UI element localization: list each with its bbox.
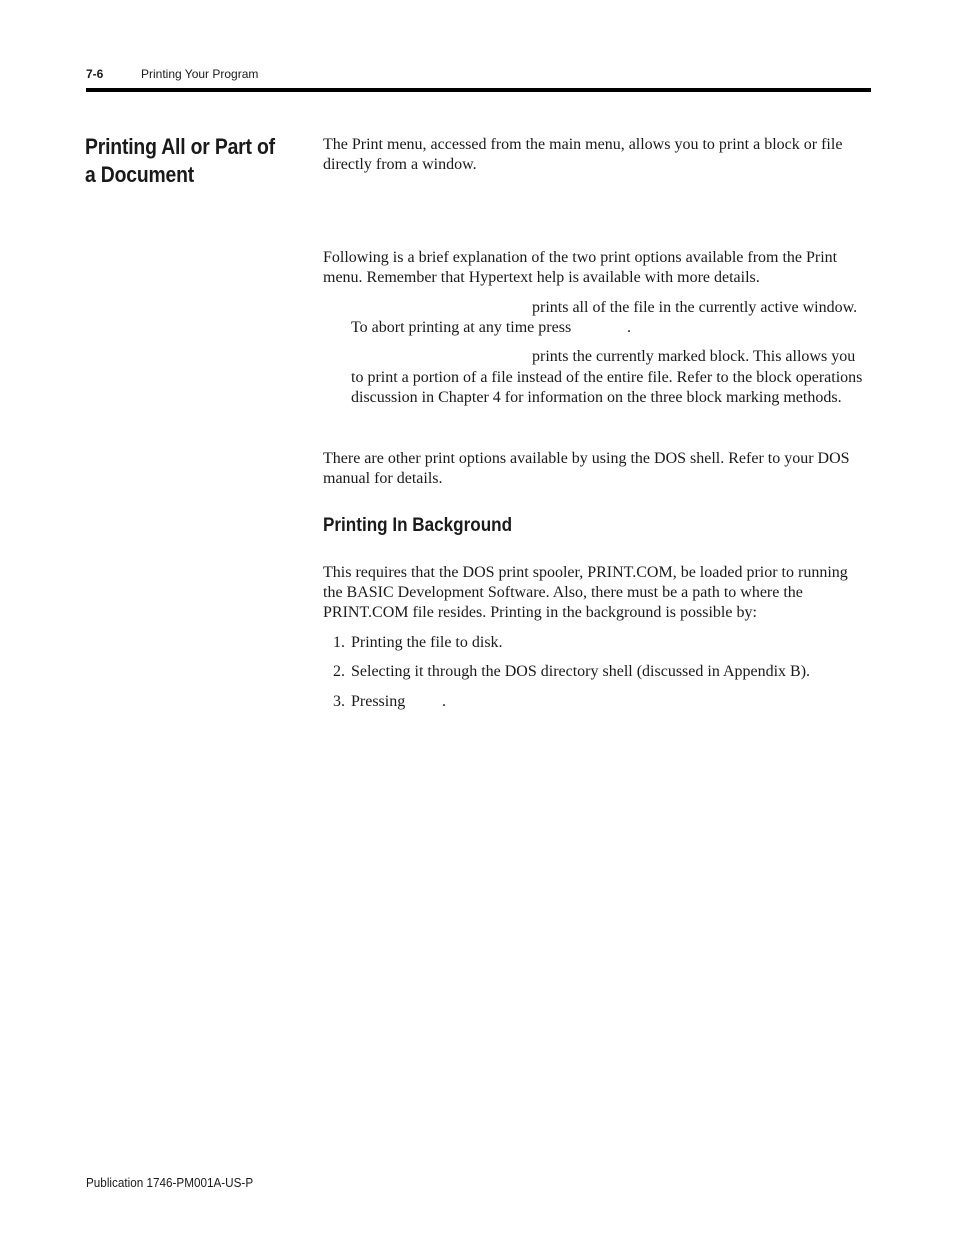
print-block-option-rest: to print a portion of a file instead of the entire file. Refer to the block operations discussion in Chapter 4 for information on the three block marking methods. [351,369,863,406]
intro-paragraph: The Print menu, accessed from the main menu, allows you to print a block or file directly from a window. [323,136,843,173]
print-file-option-line2: To abort printing at any time press [351,319,572,336]
subsection-title: Printing In Background [323,515,513,536]
step-trailing-period: . [442,693,446,710]
explanation-paragraph: Following is a brief explanation of the two print options available from the Print menu. Remember that Hypertext help is available with more details. [323,249,838,286]
other-options-paragraph: There are other print options available by using the DOS shell. Refer to your DOS manual for details. [323,450,850,487]
section-title: Printing All or Part of a Document [85,134,275,187]
step-number: 2. [333,663,345,680]
step-text: Printing the file to disk. [351,634,503,651]
step-number: 1. [333,634,345,651]
running-header-title: Printing Your Program [141,67,259,81]
header-rule [86,88,871,92]
step-text: Pressing [351,693,406,710]
step-number: 3. [333,693,345,710]
background-printing-paragraph: This requires that the DOS print spooler, PRINT.COM, be loaded prior to running the BASIC Development Software. Also, there must be a path to where the PRINT.COM file resides. Printing in the background is possible by: [323,564,848,621]
print-file-option-period: . [627,319,631,336]
print-file-option-line1: prints all of the file in the currently active window. [532,299,858,316]
publication-footer: Publication 1746-PM001A-US-P [86,1175,254,1190]
print-block-option-line1: prints the currently marked block. This allows you [532,348,856,365]
step-text: Selecting it through the DOS directory shell (discussed in Appendix B). [351,663,811,680]
page-number: 7-6 [86,67,104,81]
